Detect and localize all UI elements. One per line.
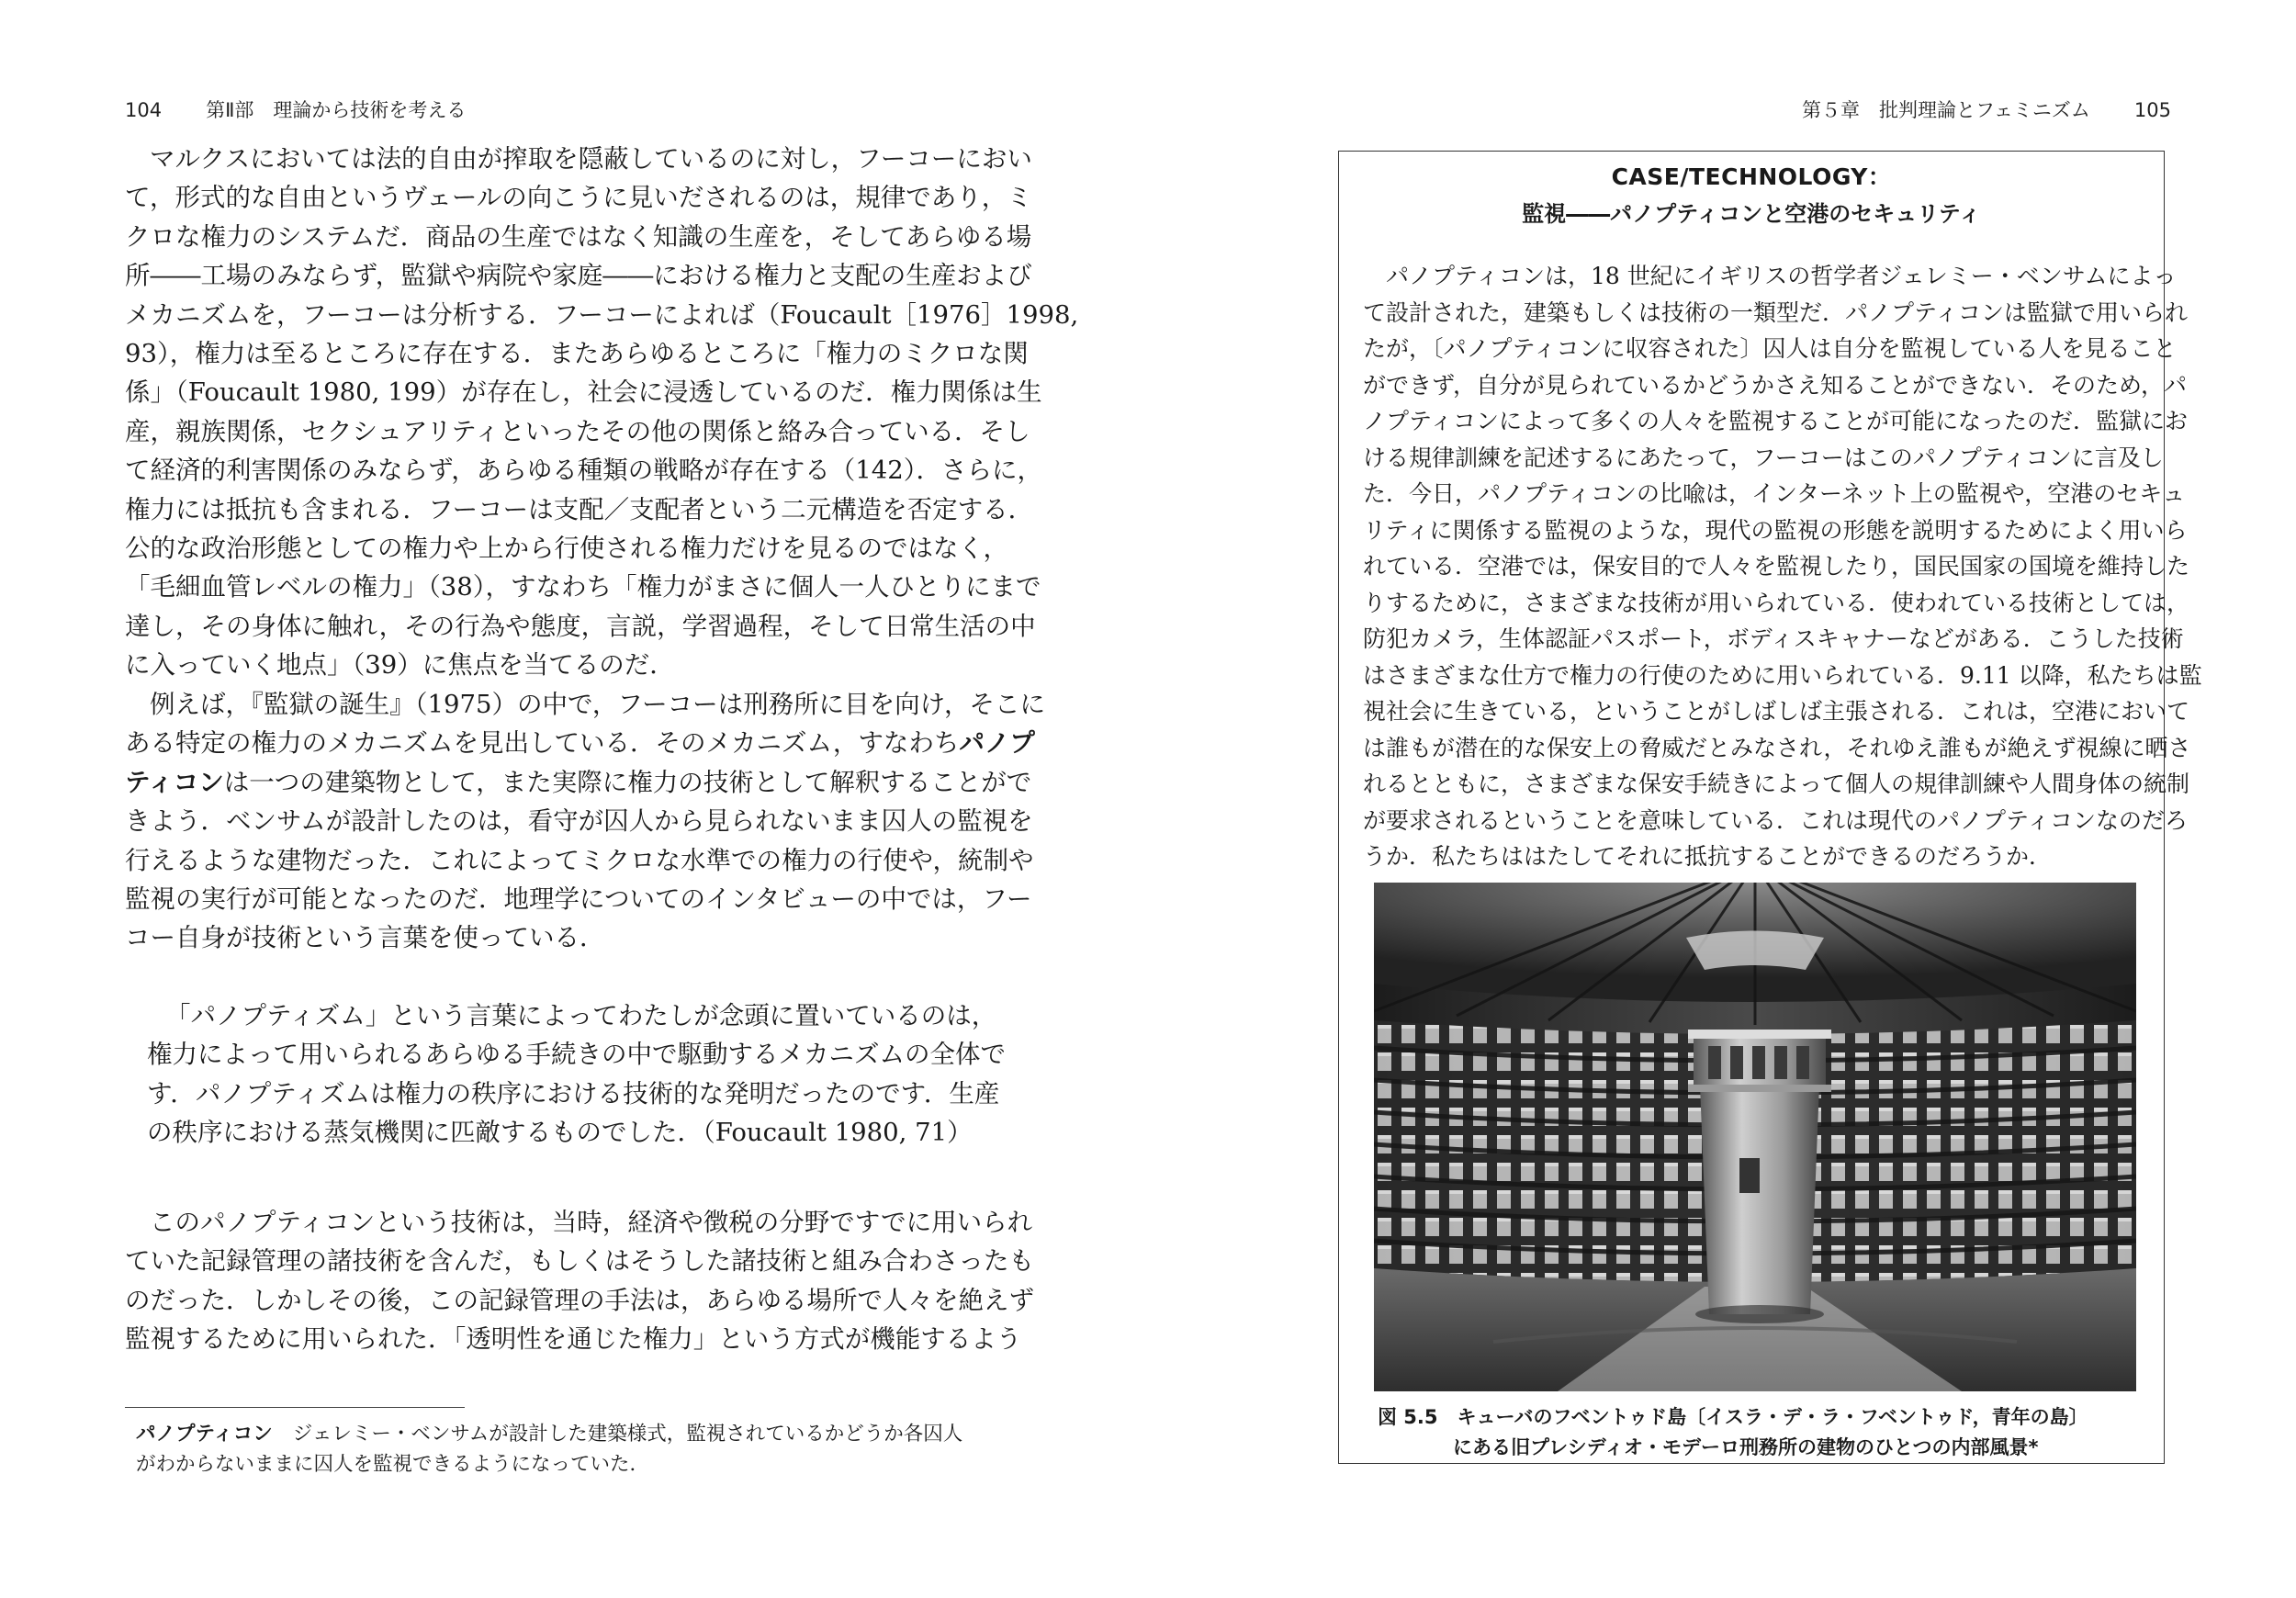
term-panopticon-part-1: パノプ <box>959 728 1035 759</box>
text-line: リティに関係する監視のような，現代の監視の形態を説明するためによく用いら <box>1363 516 2188 544</box>
text-span: は一つの建築物として，また実際に権力の技術として解釈することがで <box>223 767 1032 797</box>
quote-line: の秩序における蒸気機関に匹敵するものでした．（Foucault 1980, 71） <box>147 1118 973 1148</box>
quote-line: す．パノプティズムは権力の秩序における技術的な発明だったのです．生産 <box>147 1078 1000 1108</box>
text-line: た．今日，パノプティコンの比喩は，インターネット上の監視や，空港のセキュ <box>1363 480 2186 507</box>
text-line: クロな権力のシステムだ．商品の生産ではなく知識の生産を，そしてあらゆる場 <box>125 221 1032 252</box>
running-head-title: 第Ⅱ部 理論から技術を考える <box>206 99 467 121</box>
text-line: のだった．しかしその後，この記録管理の手法は，あらゆる場所で人々を絶えず <box>125 1285 1034 1315</box>
text-line: コー自身が技術という言葉を使っている． <box>125 923 605 953</box>
case-box-heading: CASE/TECHNOLOGY： <box>1611 163 1892 190</box>
text-line: 視社会に生きている，ということがしばしば主張される．これは，空港において <box>1363 698 2190 725</box>
text-line: このパノプティコンという技術は，当時，経済や徴税の分野ですでに用いられ <box>150 1208 1033 1237</box>
text-line: 監視の実行が可能となったのだ．地理学についてのインタビューの中では，フー <box>125 883 1032 914</box>
text-line: ける規律訓練を記述するにあたって，フーコーはこのパノプティコンに言及し <box>1363 444 2164 471</box>
right-page <box>1148 0 2296 1598</box>
text-line: きよう．ベンサムが設計したのは，看守が囚人から見られないまま囚人の監視を <box>125 806 1033 837</box>
running-head-right <box>1802 96 2171 123</box>
term-panopticon-part-2: ティコン <box>125 767 224 797</box>
text-line: 行えるような建物だった．これによってミクロな水準での権力の行使や，統制や <box>125 845 1034 875</box>
text-line: パノプティコンは，18 世紀にイギリスの哲学者ジェレミー・ベンサムによっ <box>1386 263 2177 289</box>
paragraph-3 <box>125 1203 1034 1359</box>
footnote-term: パノプティコン <box>136 1423 273 1446</box>
text-line: メカニズムを，フーコーは分析する．フーコーによれば（Foucault［1976］1998, <box>125 299 1079 330</box>
footnote <box>136 1419 1008 1480</box>
text-line: て，形式的な自由というヴェールの向こうに見いだされるのは，規律であり，ミ <box>125 183 1032 213</box>
text-line: 「毛細血管レベルの権力」（38），すなわち「権力がまさに個人一人ひとりにまで <box>125 572 1041 602</box>
text-line: りするために，さまざまな技術が用いられている．使われている技術としては， <box>1363 589 2190 616</box>
caption-line: 図 5.5 キューバのフベントゥド島〔イスラ・デ・ラ・フベントゥド，青年の島〕 <box>1378 1406 2088 1428</box>
case-technology-box <box>1338 151 2202 1464</box>
text-line: 監視するために用いられた．「透明性を通じた権力」という方式が機能するよう <box>125 1324 1022 1355</box>
footnote-line: がわからないままに囚人を監視できるようになっていた． <box>136 1453 650 1476</box>
text-line: ノプティコンによって多くの人々を監視することが可能になったのだ．監獄にお <box>1363 408 2189 434</box>
text-line: ができず，自分が見られているかどうかさえ知ることができない．そのため，パ <box>1363 371 2188 399</box>
prison-interior-photo <box>1374 883 2136 1391</box>
text-line: 防犯カメラ，生体認証パスポート，ボディスキャナーなどがある．こうした技術 <box>1363 625 2184 652</box>
case-box-text <box>1363 258 2202 875</box>
text-line: 93），権力は至るところに存在する．またあらゆるところに「権力のミクロな関 <box>125 338 1029 368</box>
text-line: うか．私たちははたしてそれに抵抗することができるのだろうか． <box>1363 843 2053 870</box>
text-line: れている．空港では，保安目的で人々を監視したり，国民国家の国境を維持した <box>1363 553 2190 580</box>
text-line: て経済的利害関係のみならず，あらゆる種類の戦略が存在する（142）．さらに， <box>125 456 1043 486</box>
text-line: 達し，その身体に触れ，その行為や態度，言説，学習過程，そして日常生活の中 <box>125 611 1036 641</box>
text-line: 公的な政治形態としての権力や上から行使される権力だけを見るのではなく， <box>125 533 1008 563</box>
quote-line: 「パノプティズム」という言葉によってわたしが念頭に置いているのは， <box>165 1001 997 1030</box>
figure-caption <box>1378 1402 2149 1463</box>
quote-line: 権力によって用いられるあらゆる手続きの中で駆動するメカニズムの全体で <box>147 1040 1006 1070</box>
running-head-title: 第５章 批判理論とフェミニズム <box>1801 99 2090 121</box>
footnote-divider <box>125 1407 465 1408</box>
page-number: 105 <box>2133 99 2171 121</box>
text-line: たが，〔パノプティコンに収容された〕囚人は自分を監視している人を見ること <box>1363 335 2177 362</box>
text-line: 権力には抵抗も含まれる．フーコーは支配／支配者という二元構造を否定する． <box>125 494 1034 524</box>
paragraph-1 <box>125 140 1079 684</box>
text-line: 係」（Foucault 1980, 199）が存在し，社会に浸透しているのだ．権力関係は生 <box>125 377 1042 408</box>
text-line: が要求されるということを意味している．これは現代のパノプティコンなのだろ <box>1363 806 2189 834</box>
text-line <box>125 724 1035 762</box>
caption-line: にある旧プレシディオ・モデーロ刑務所の建物のひとつの内部風景* <box>1453 1436 2039 1458</box>
case-box-subheading: 監視――パノプティコンと空港のセキュリティ <box>1522 201 1981 227</box>
text-line: て設計された，建築もしくは技術の一類型だ．パノプティコンは監獄で用いられ <box>1363 298 2189 326</box>
text-line <box>125 763 1032 802</box>
text-line: はさまざまな仕方で権力の行使のために用いられている．9.11 以降，私たちは監 <box>1363 661 2202 689</box>
text-line: は誰もが潜在的な保安上の脅威だとみなされ，それゆえ誰もが絶えず視線に晒さ <box>1363 734 2191 761</box>
text-line: 所――工場のみならず，監獄や病院や家庭――における権力と支配の生産および <box>125 261 1032 291</box>
running-head-left <box>125 96 466 123</box>
text-line: 例えば，『監獄の誕生』（1975）の中で，フーコーは刑務所に目を向け，そこに <box>150 690 1046 719</box>
text-line: れるとともに，さまざまな保安手続きによって個人の規律訓練や人間身体の統制 <box>1363 771 2190 797</box>
footnote-text: ジェレミー・ベンサムが設計した建築様式，監視されているかどうか各囚人 <box>292 1423 963 1446</box>
text-span: ある特定の権力のメカニズムを見出している．そのメカニズム，すなわち <box>125 728 960 759</box>
text-line: 産，親族関係，セクシュアリティといったその他の関係と絡み合っている．そし <box>125 416 1030 446</box>
text-line: マルクスにおいては法的自由が搾取を隠蔽しているのに対し，フーコーにおい <box>150 144 1032 174</box>
footnote-line <box>136 1419 1008 1449</box>
text-line: に入っていく地点」（39）に焦点を当てるのだ． <box>125 650 675 681</box>
text-line: ていた記録管理の諸技術を含んだ，もしくはそうした諸技術と組み合わさったも <box>125 1246 1034 1277</box>
block-quote <box>147 996 1006 1153</box>
paragraph-2 <box>125 685 1046 958</box>
page-number: 104 <box>125 99 163 121</box>
